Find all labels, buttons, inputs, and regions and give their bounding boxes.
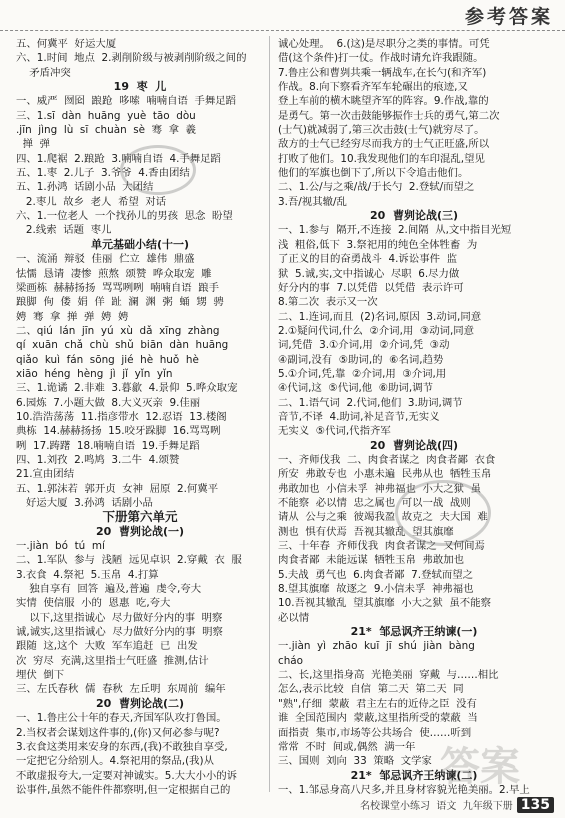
right-answer-line: 10.吾视其辙乱 望其旗靡 小大之狱 虽不能察: [278, 597, 491, 610]
left-answer-line: 踉脚 佝 偻 娟 佯 趾 澜 渊 粥 蛹 甥 骋: [16, 296, 224, 309]
right-answer-line: 5.①介词,凭,靠 ②介词,用 ③介词,用: [278, 367, 447, 380]
right-answer-line: cháo: [278, 654, 304, 667]
stamp-mark: [395, 480, 491, 546]
left-answer-line: 五、1.郭沫若 郭开贞 女神 屈原 2.何冀平: [16, 482, 219, 495]
right-answer-line: 是勇气。第一次击鼓能够振作士兵的勇气,第二次: [278, 109, 500, 122]
right-answer-line: 一、齐师伐我 二、肉食者谋之 肉食者鄙 衣食: [278, 453, 496, 466]
right-answer-line: 常常 不时 间或,偶然 满一年: [278, 740, 416, 753]
left-answer-line: 二、1.军队 参与 浅陋 远见卓识 2.穿戴 衣 服: [16, 554, 242, 567]
left-answer-line: 怯懦 恳请 凄惨 煎熬 颂赞 哗众取宠 雕: [16, 267, 212, 280]
right-answer-line: 敌方的士气已经穷尽而我方的士气正旺盛,所以: [278, 138, 490, 151]
right-answer-line: 三、十年春 齐师伐我 肉食者谋之 又何间焉: [278, 540, 485, 553]
left-answer-line: 四、1.刘孜 2.鸣鸠 3.二牛 4.颂赞: [16, 453, 180, 466]
left-answer-line: 三、左氏春秋 儒 春秋 左丘明 东周前 编年: [16, 683, 226, 696]
header-bar: [0, 0, 565, 31]
right-answer-line: 借(这个条件)打一仗。作战时请允许我跟随。: [278, 52, 484, 65]
left-answer-line: 掸 弹: [16, 138, 50, 151]
stamp-mark: [120, 145, 196, 195]
left-answer-line: qiǎo kuì fán sōng jié hè huǒ hè: [16, 353, 199, 366]
left-answer-line: 矛盾冲突: [16, 66, 71, 79]
right-answer-line: ④副词,没有 ⑤助词,的 ⑥名词,趋势: [278, 353, 444, 366]
left-answer-line: 娉 骞 拿 掸 弹 娉 娉: [16, 310, 129, 323]
right-answer-line: 二、1.语气词 2.代词,他们 3.助词,调节: [278, 396, 463, 409]
page-title: 参考答案: [464, 6, 553, 28]
right-answer-line: 二、1.公/与之乘/战/于长勺 2.登轼/而望之: [278, 181, 475, 194]
section-heading: 21* 邹忌讽齐王纳谏(二): [350, 768, 478, 782]
left-answer-line: 四、1.爬裾 2.踉跄 3.喃喃自语 4.手舞足蹈: [16, 152, 221, 165]
left-answer-line: 二、qiú lán jīn yú xù dǎ xīng zhàng: [16, 324, 220, 337]
left-answer-line: 2.线索 话题 枣儿: [16, 224, 112, 237]
left-answer-line: 六、1.时间 地点 2.剥削阶级与被剥削阶级之间的: [16, 52, 247, 65]
right-answer-line: 3.吾/视其辙/乱: [278, 195, 347, 208]
section-heading: 下册第六单元: [102, 510, 178, 525]
left-answer-line: 六、1.一位老人 一个找孙儿的男孩 思念 盼望: [16, 210, 233, 223]
right-answer-line: 登上车前的横木眺望齐军的阵容。9.作战,靠的: [278, 95, 489, 108]
right-answer-line: 不能察 必以情 忠之属也 可以一战 战则: [278, 497, 471, 509]
section-heading: 20 曹刿论战(四): [369, 438, 459, 452]
right-answer-line: 他们的军旗也倒下了,所以下令追击他们。: [278, 167, 469, 180]
right-answer-line: 词,凭借 3.①介词,用 ②介词,凭 ③动: [278, 339, 450, 352]
right-answer-line: 面指责 集市,市场等公共场合 使……听到: [278, 726, 472, 739]
left-answer-line: .jīn jìng lù sī chuàn sè 骞 拿 羲: [16, 124, 197, 137]
footer: [360, 797, 554, 813]
left-answer-line: 以下,这里指诚心 尽力做好分内的事 明察: [16, 611, 223, 624]
right-answer-line: 所安 弗敢专也 小惠未遍 民弗从也 牺牲玉帛: [278, 468, 492, 481]
right-answer-line: 二、1.连词,而且 (2)名词,原因 3.动词,同意: [278, 310, 482, 323]
section-heading: 单元基础小结(十一): [90, 237, 190, 251]
right-answer-line: 狱 5.诚,实,文中指诚心 尽职 6.尽力做: [278, 267, 460, 280]
right-answer-line: 打败了他们。10.我发现他们的车印混乱,望见: [278, 152, 485, 165]
right-answer-line: 作战。8.向下察看齐军车轮碾出的痕迹,又: [278, 81, 468, 94]
right-answer-line: 二、长,这里指身高 光艳美丽 穿戴 与……相比: [278, 669, 499, 682]
section-heading: 20 曹刿论战(二): [95, 696, 185, 710]
left-answer-line: 好运大厦 3.孙鸿 话剧小品: [16, 497, 153, 509]
left-answer-line: 独自享有 回答 遍及,普遍 虔令,夸大: [16, 583, 202, 596]
left-answer-line: 一、威严 囫囵 踉跄 哆嗦 喃喃自语 手舞足蹈: [16, 95, 237, 108]
left-answer-line: 次 穷尽 充满,这里指士气旺盛 推测,估计: [16, 654, 209, 667]
section-heading: 19 枣 儿: [113, 80, 167, 94]
right-answer-line: 浅 粗俗,低下 3.祭祀用的纯色全体牲畜 为: [278, 238, 478, 251]
right-answer-line: 弗敢加也 小信未孚 神弗福也 小大之狱 虽: [278, 482, 482, 495]
left-answer-line: 咧 17.踌躇 18.喃喃自语 19.手舞足蹈: [16, 439, 200, 452]
right-answer-line: 谁 全国范围内 蒙蔽,这里指所受的蒙蔽 当: [278, 712, 478, 725]
right-answer-line: (士气)就减弱了,第三次击鼓(士气)就穷尽了。: [278, 124, 485, 137]
left-answer-line: 2.当权者会谋划这件事的,(你)又何必参与呢?: [16, 726, 220, 739]
left-answer-line: 一、1.鲁庄公十年的春天,齐国军队攻打鲁国。: [16, 712, 227, 725]
right-answer-line: 诚心处理。 6.(这)是尽职分之类的事情。可凭: [278, 38, 490, 50]
left-answer-line: 五、1.枣 2.儿子 3.爷爷 4.香由团结: [16, 167, 190, 180]
left-answer-line: 三、1.sī dàn huāng yuè tāo dòu: [16, 109, 196, 122]
left-answer-line: 跟随 这,这个 大败 军车追赶 已 出发: [16, 640, 198, 653]
right-answer-line: 5.夫战 勇气也 6.肉食者鄙 7.登轼而望之: [278, 568, 474, 581]
right-answer-line: 一、1.参与 隔开,不连接 2.间隔 从,文中指目光短: [278, 224, 512, 237]
right-column: [278, 37, 550, 797]
section-heading: 20 曹刿论战(一): [95, 524, 185, 538]
column-divider: [269, 36, 270, 792]
left-answer-line: 三、1.诡谲 2.非难 3.暮歙 4.景仰 5.哗众取宠: [16, 382, 238, 395]
section-heading: 20 曹刿论战(三): [369, 209, 459, 223]
right-answer-line: 请从 公与之乘 彼竭我盈 故克之 夫大国 难: [278, 511, 488, 524]
left-answer-line: 一、流涌 辩驳 佳丽 伫立 雄伟 鼎盛: [16, 253, 195, 266]
left-answer-line: 2.枣儿 故乡 老人 希望 对话: [16, 195, 167, 208]
right-answer-line: ④代词,这 ⑤代词,他 ⑥助词,调节: [278, 382, 433, 395]
left-answer-line: 埋伏 倒下: [16, 669, 65, 682]
watermark: 答案: [440, 744, 520, 790]
right-answer-line: 测也 惧有伏焉 吾视其辙乱 望其旗靡: [278, 525, 454, 538]
footer-text: 名校课堂小练习 语文 九年级下册: [360, 801, 513, 812]
right-answer-line: 必以情: [278, 611, 310, 624]
right-answer-line: 怎么,表示比较 自信 第二天 第二天 同: [278, 683, 464, 696]
left-answer-line: 一定把它分给别人。4.祭祀用的祭品,(我)从: [16, 755, 214, 768]
left-answer-line: 不敢虚报夸大,一定要对神诚实。5.大大小小的诉: [16, 769, 238, 782]
left-answer-line: 诚,诚实,这里指诚心 尽力做好分内的事 明察: [16, 626, 223, 639]
left-answer-line: qí xuān chǎ chù shǔ biān dàn huāng: [16, 339, 229, 352]
right-answer-line: 了正义的目的奋勇战斗 4.诉讼事件 监: [278, 253, 457, 266]
right-answer-line: 2.①疑问代词,什么 ②介词,用 ③动词,同意: [278, 324, 475, 337]
right-answer-line: 7.鲁庄公和曹刿共乘一辆战车,在长勺(和齐军): [278, 66, 487, 79]
left-answer-line: 3.衣食这类用来安身的东西,(我)不敢独自享受,: [16, 740, 228, 753]
right-answer-line: 一.jiàn yì zhāo kuī jī shú jiàn bàng: [278, 640, 475, 653]
left-answer-line: 五、1.孙鸿 话剧小品 大团结: [16, 181, 154, 194]
right-answer-line: 音节,不译 4.助词,补足音节,无实义: [278, 410, 440, 423]
right-answer-line: 8.望其旗靡 故逐之 9.小信未孚 神弗福也: [278, 583, 474, 596]
left-answer-line: 10.浩浩荡荡 11.指彦带水 12.忍语 13.楼阁: [16, 410, 227, 423]
left-answer-line: 典栋 14.赫赫扬扬 15.咬牙跺脚 16.骂骂咧: [16, 425, 221, 438]
right-answer-line: 好分内的事 7.以凭借 以凭借 表示许可: [278, 281, 464, 294]
left-answer-line: 实情 使信服 小的 恩惠 吃,夸大: [16, 597, 171, 610]
section-heading: 21* 邹忌讽齐王纳谏(一): [350, 625, 478, 639]
left-answer-line: 21.宣由团结: [16, 468, 75, 481]
left-answer-line: xiāo héng hèng jì jǐ yǐn yǐn: [16, 367, 173, 380]
right-answer-line: 无实义 ⑤代词,代指齐军: [278, 425, 391, 438]
left-answer-line: 3.衣食 4.祭祀 5.玉帛 4.打算: [16, 568, 159, 581]
right-answer-line: "熟",仔细 蒙蔽 君主左右的近侍之臣 没有: [278, 697, 477, 710]
left-answer-line: 讼事件,虽然不能件件都察明,但一定根据自己的: [16, 783, 231, 796]
left-answer-line: 6.园炼 7.小题大做 8.大义灭亲 9.佳丽: [16, 396, 201, 409]
page-number: 135: [517, 797, 554, 813]
left-answer-line: 梁画栋 赫赫扬扬 骂骂咧咧 喃喃自语 踉手: [16, 281, 220, 294]
left-answer-line: 五、何冀平 好运大厦: [16, 38, 117, 50]
right-answer-line: 肉食者鄙 未能远谋 牺牲玉帛 弗敢加也: [278, 554, 465, 567]
left-answer-line: 一.jiàn bó tú mí: [16, 540, 105, 553]
right-answer-line: 一、1.邹忌身高八尺多,并且身材容貌光艳美丽。2.早上: [278, 783, 530, 796]
right-answer-line: 8.第二次 表示又一次: [278, 296, 378, 309]
right-answer-line: 三、国则 刘向 33 策略 文学家: [278, 755, 432, 768]
